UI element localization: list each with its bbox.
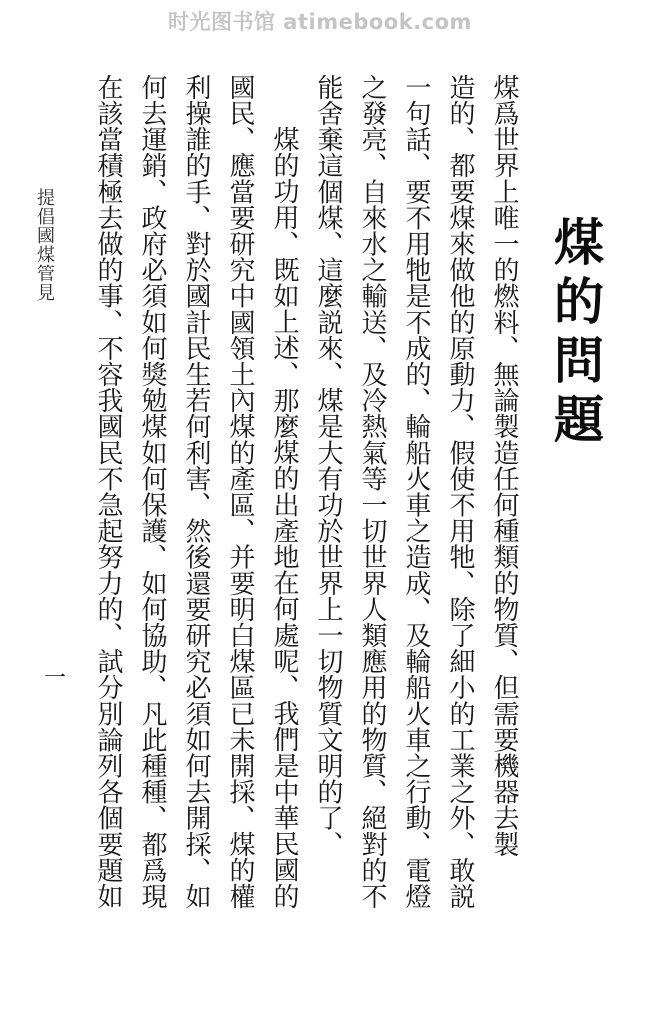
page-title: 煤的問題 <box>546 216 605 452</box>
running-head: 提倡國煤管見 <box>34 188 55 302</box>
text-line: 國民、應當要研究中國領土內煤的產區、并要明白煤區已未開採、煤的權 <box>225 74 255 910</box>
watermark: 时光图书馆 atimebook.com <box>168 10 472 34</box>
text-line: 之發亮、自來水之輸送、及冷熱氣等一切世界人類應用的物質、絕對的不 <box>357 74 387 910</box>
text-line: 利操誰的手、對於國計民生若何利害、然後還要研究必須如何去開採、如 <box>181 74 211 910</box>
text-line: 能舍棄這個煤、這麼説來、煤是大有功於世界上一切物質文明的了、 <box>313 74 343 857</box>
text-line: 何去運銷、政府必須如何獎勉煤如何保護、如何協助、凡此種種、都爲現 <box>137 74 167 910</box>
text-line: 在該當積極去做的事、不容我國民不急起努力的、試分別論列各個要題如 <box>93 74 123 910</box>
text-line: 煤爲世界上唯一的燃料、無論製造任何種類的物質、但需要機器去製 <box>489 74 519 857</box>
text-line: 造的、都要煤來做他的原動力、假使不用牠、除了細小的工業之外、敢説 <box>445 74 475 910</box>
text-line: 煤的功用、既如上述、那麼煤的出產地在何處呢、我們是中華民國的 <box>269 126 299 909</box>
body-text <box>80 74 520 954</box>
page-number: 一 <box>43 666 66 691</box>
text-line: 一句話、要不用牠是不成的、輪船火車之造成、及輪船火車之行動、電燈 <box>401 74 431 910</box>
